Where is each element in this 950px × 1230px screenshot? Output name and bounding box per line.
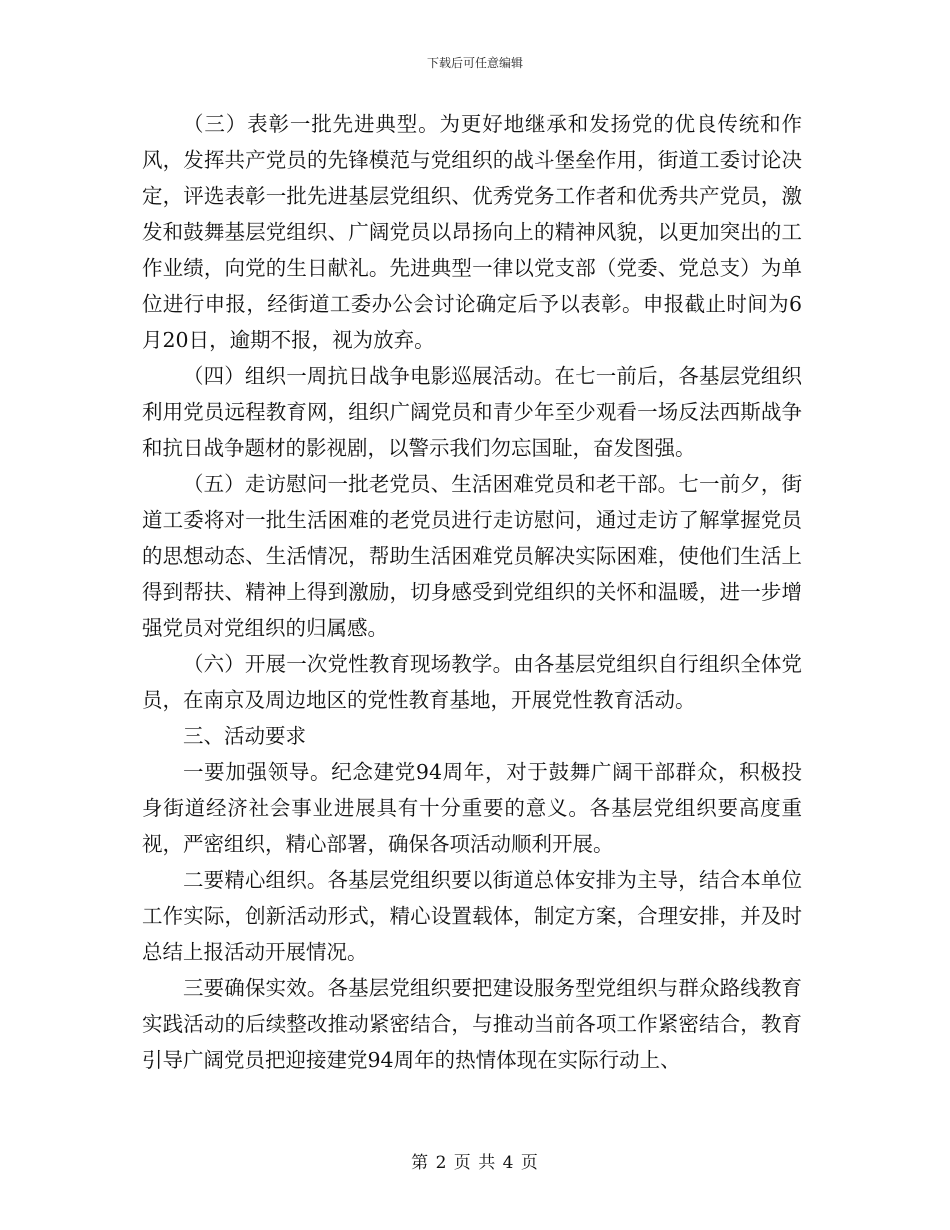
paragraph-strengthen-leadership: 一要加强领导。纪念建党94周年，对于鼓舞广阔干部群众，积极投身街道经济社会事业进展具有十分重要的意义。各基层党组织要高度重视，严密组织，精心部署，确保各项活动顺利开展。 bbox=[142, 760, 802, 856]
paragraph-film-exhibition: （四）组织一周抗日战争电影巡展活动。在七一前后，各基层党组织利用党员远程教育网，组织广阔党员和青少年至少观看一场反法西斯战争和抗日战争题材的影视剧，以警示我们勿忘国耻，奋发图强。 bbox=[142, 364, 802, 460]
paragraph-party-education: （六）开展一次党性教育现场教学。由各基层党组织自行组织全体党员，在南京及周边地区的党性教育基地，开展党性教育活动。 bbox=[142, 652, 802, 712]
section-heading-requirements: 三、活动要求 bbox=[183, 724, 306, 748]
page-number-footer: 第 2 页 共 4 页 bbox=[411, 1153, 539, 1173]
document-body bbox=[142, 106, 802, 1078]
paragraph-commend-advanced: （三）表彰一批先进典型。为更好地继承和发扬党的优良传统和作风，发挥共产党员的先锋模范与党组织的战斗堡垒作用，街道工委讨论决定，评选表彰一批先进基层党组织、优秀党务工作者和优秀共产党员，激发和鼓舞基层党组织、广阔党员以昂扬向上的精神风貌，以更加突出的工作业绩，向党的生日献礼。先进典型一律以党支部（党委、党总支）为单位进行申报，经街道工委办公会讨论确定后予以表彰。申报截止时间为6月20日，逾期不报，视为放弃。 bbox=[142, 112, 802, 352]
paragraph-careful-organization: 二要精心组织。各基层党组织要以街道总体安排为主导，结合本单位工作实际，创新活动形式，精心设置载体，制定方案，合理安排，并及时总结上报活动开展情况。 bbox=[142, 868, 802, 964]
paragraph-visit-veterans: （五）走访慰问一批老党员、生活困难党员和老干部。七一前夕，街道工委将对一批生活困难的老党员进行走访慰问，通过走访了解掌握党员的思想动态、生活情况，帮助生活困难党员解决实际困难，使他们生活上得到帮扶、精神上得到激励，切身感受到党组织的关怀和温暖，进一步增强党员对党组织的归属感。 bbox=[142, 472, 802, 640]
page-header-note: 下载后可任意编辑 bbox=[426, 56, 523, 70]
paragraph-ensure-results: 三要确保实效。各基层党组织要把建设服务型党组织与群众路线教育实践活动的后续整改推动紧密结合，与推动当前各项工作紧密结合，教育引导广阔党员把迎接建党94周年的热情体现在实际行动上、 bbox=[142, 976, 802, 1072]
